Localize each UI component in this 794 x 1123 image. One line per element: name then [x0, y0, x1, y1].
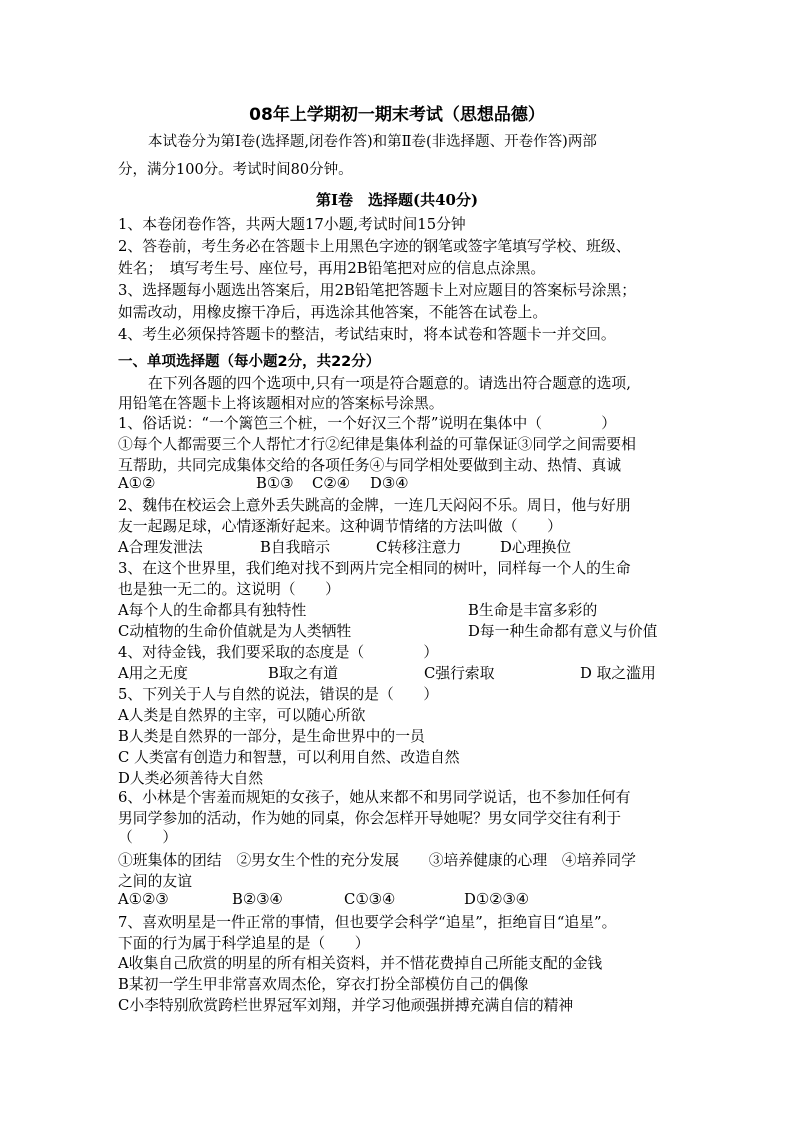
- rule-3-cont: 如需改动，用橡皮擦干净后，再选涂其他答案，不能答在试卷上。: [118, 304, 548, 321]
- q2-stem-cont: 友一起踢足球，心情逐渐好起来。这种调节情绪的方法叫做（ ）: [118, 518, 562, 535]
- part1-heading: 第Ⅰ卷 选择题(共40分): [315, 191, 479, 209]
- intro-line-2: 分，满分100分。考试时间80分钟。: [118, 162, 353, 178]
- q3-option-d: D每一种生命都有意义与价值: [468, 623, 658, 640]
- q7-option-c: C小李特别欣赏跨栏世界冠军刘翔，并学习他顽强拼搏充满自信的精神: [118, 997, 574, 1014]
- q4-option-b: B取之有道: [268, 665, 339, 682]
- intro-line-1: 本试卷分为第Ⅰ卷(选择题,闭卷作答)和第Ⅱ卷(非选择题、开卷作答)两部: [148, 134, 597, 150]
- rule-1: 1、本卷闭卷作答，共两大题17小题,考试时间15分钟: [118, 216, 466, 233]
- q6-stem: 6、小林是个害羞而规矩的女孩子，她从来都不和男同学说话，也不参加任何有: [118, 789, 631, 806]
- q2-option-d: D心理换位: [500, 539, 572, 556]
- q7-stem-cont: 下面的行为属于科学追星的是（ ）: [118, 935, 370, 952]
- q2-option-b: B自我暗示: [260, 539, 331, 556]
- q1-option-c: C②④: [312, 475, 350, 492]
- q1-option-b: B①③: [256, 475, 294, 492]
- q1-stem: 1、俗话说：“一个篱笆三个桩，一个好汉三个帮”说明在集体中（ ）: [118, 415, 617, 432]
- rule-4: 4、考生必须保持答题卡的整洁，考试结束时，将本试卷和答题卡一并交回。: [118, 326, 616, 343]
- q6-option-b: B②③④: [232, 891, 283, 908]
- q2-stem: 2、魏伟在校运会上意外丢失跳高的金牌，一连几天闷闷不乐。周日，他与好朋: [118, 497, 631, 514]
- q6-stem-paren: （ ）: [118, 829, 178, 846]
- q6-statements-cont: 之间的友谊: [118, 873, 192, 890]
- q5-option-b: B人类是自然界的一部分，是生命世界中的一员: [118, 728, 425, 745]
- q5-option-d: D人类必须善待大自然: [118, 770, 264, 787]
- rule-3: 3、选择题每小题选出答案后，用2B铅笔把答题卡上对应题目的答案标号涂黑；: [118, 282, 637, 299]
- q4-stem: 4、对待金钱，我们要采取的态度是（ ）: [118, 644, 439, 661]
- q3-option-a: A每个人的生命都具有独特性: [118, 602, 307, 619]
- rule-2-cont: 姓名； 填写考生号、座位号，再用2B铅笔把对应的信息点涂黑。: [118, 260, 546, 277]
- rule-2: 2、答卷前，考生务必在答题卡上用黑色字迹的钢笔或签字笔填写学校、班级、: [118, 238, 631, 255]
- q6-option-d: D①②③④: [464, 891, 529, 908]
- q4-option-d: D 取之滥用: [580, 665, 656, 682]
- q5-stem: 5、下列关于人与自然的说法，错误的是（ ）: [118, 686, 439, 703]
- q7-option-a: A收集自己欣赏的明星的所有相关资料，并不惜花费掉自己所能支配的金钱: [118, 955, 603, 972]
- q5-option-a: A人类是自然界的主宰，可以随心所欲: [118, 707, 366, 724]
- q7-option-b: B某初一学生甲非常喜欢周杰伦，穿衣打扮全部模仿自己的偶像: [118, 976, 529, 993]
- q4-option-c: C强行索取: [424, 665, 495, 682]
- q1-statements: ①每个人都需要三个人帮忙才行②纪律是集体利益的可靠保证③同学之间需要相: [118, 436, 636, 453]
- q6-statements: ①班集体的团结 ②男女生个性的充分发展 ③培养健康的心理 ④培养同学: [118, 852, 636, 869]
- q2-option-a: A合理发泄法: [118, 539, 203, 556]
- q1-option-a: A①②: [118, 475, 156, 492]
- q1-statements-cont: 互帮助，共同完成集体交给的各项任务④与同学相处要做到主动、热情、真诚: [118, 457, 622, 474]
- q3-stem-cont: 也是独一无二的。这说明（ ）: [118, 581, 340, 598]
- q2-option-c: C转移注意力: [376, 539, 462, 556]
- intro-paragraph: [118, 128, 678, 184]
- q4-option-a: A用之无度: [118, 665, 188, 682]
- section1-instruction-cont: 用铅笔在答题卡上将该题相对应的答案标号涂黑。: [118, 395, 444, 412]
- q3-option-c: C动植物的生命价值就是为人类牺牲: [118, 623, 352, 640]
- q3-option-b: B生命是丰富多彩的: [468, 602, 598, 619]
- q6-option-c: C①③④: [344, 891, 396, 908]
- q3-stem: 3、在这个世界里，我们绝对找不到两片完全相同的树叶，同样每一个人的生命: [118, 560, 631, 577]
- q5-option-c: C 人类富有创造力和智慧，可以利用自然、改造自然: [118, 749, 460, 766]
- section1-instruction: 在下列各题的四个选项中,只有一项是符合题意的。请选出符合题意的选项,: [148, 375, 631, 392]
- q6-stem-cont: 男同学参加的活动，作为她的同桌，你会怎样开导她呢？男女同学交往有利于: [118, 810, 622, 827]
- q1-option-d: D③④: [370, 475, 409, 492]
- q7-stem: 7、喜欢明星是一件正常的事情，但也要学会科学“追星”，拒绝盲目“追星”。: [118, 914, 617, 931]
- section1-heading: 一、单项选择题（每小题2分，共22分）: [118, 354, 381, 370]
- q6-option-a: A①②③: [118, 891, 169, 908]
- exam-title: 08年上学期初一期末考试（思想品德）: [249, 105, 545, 125]
